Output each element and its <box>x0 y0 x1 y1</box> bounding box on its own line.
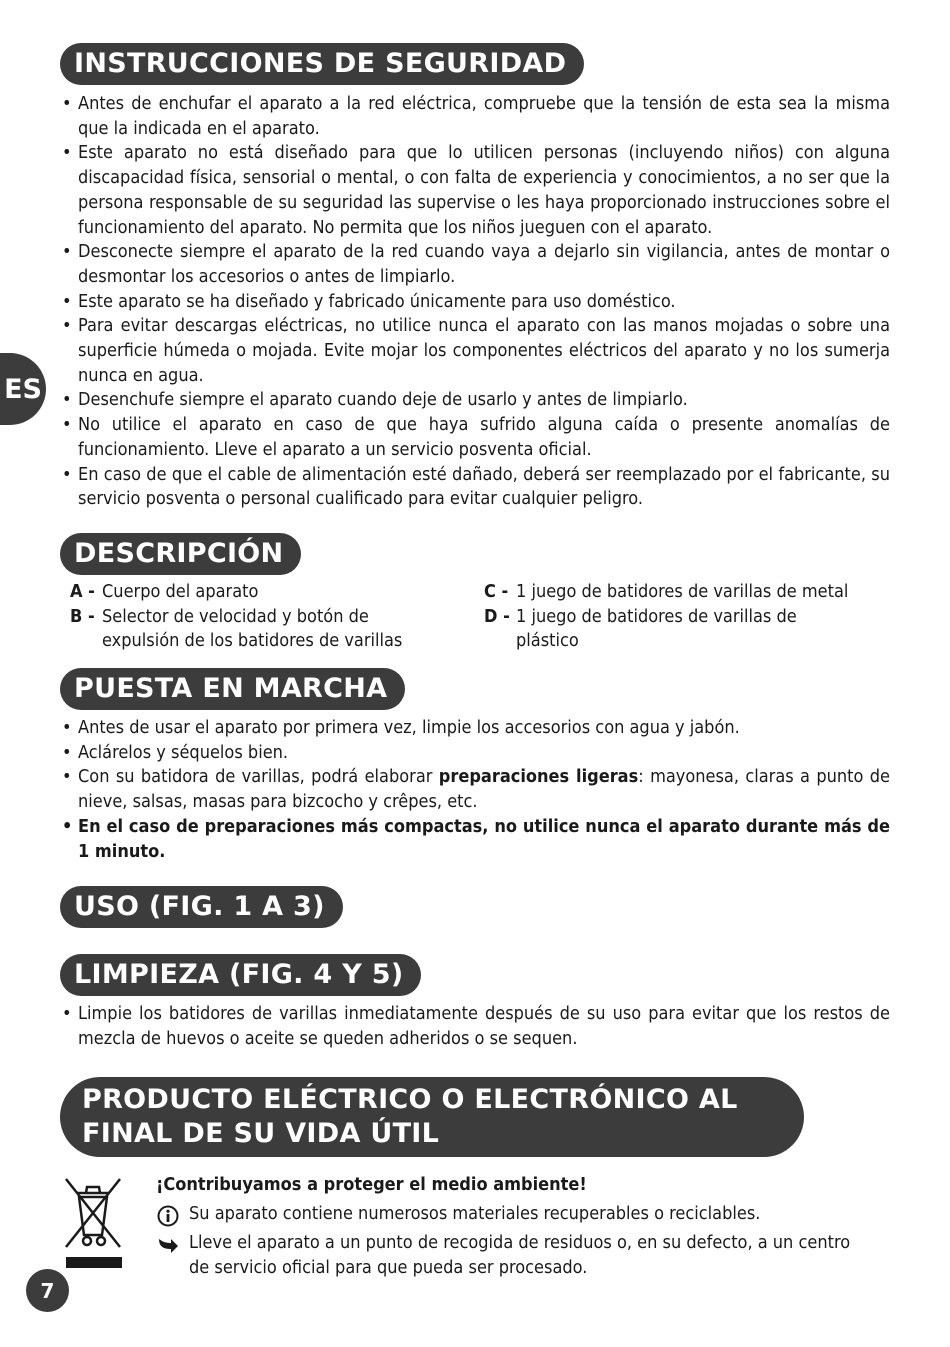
desc-text: Cuerpo del aparato <box>102 581 259 602</box>
heading-producto-electrico: PRODUCTO ELÉCTRICO O ELECTRÓNICO AL FINAL DE SU VIDA ÚTIL <box>60 1077 804 1157</box>
limpieza-list <box>62 1002 890 1051</box>
info-icon <box>156 1204 180 1228</box>
desc-letter: B - <box>70 605 95 627</box>
list-item <box>62 765 890 814</box>
seguridad-list <box>62 92 890 512</box>
descripcion-col-right <box>484 580 886 654</box>
list-item-text: : mayonesa, claras a punto de nieve, salsas, masas para bizcocho y crêpes, etc. <box>78 766 890 813</box>
puesta-list <box>62 716 890 864</box>
heading-seguridad: INSTRUCCIONES DE SEGURIDAD <box>60 43 584 85</box>
list-item: • No utilice el aparato en caso de que haya sufrido alguna caída o presente anomalías de funcionamiento. Lleve el aparato a un servicio posventa oficial. <box>62 413 890 462</box>
list-item: • Para evitar descargas eléctricas, no utilice nunca el aparato con las manos mojadas o sobre una superficie húmeda o mojada. Evite mojar los componentes eléctricos del aparato y no los sumerja nunca en agua. <box>62 314 890 388</box>
arrow-right-icon <box>156 1233 180 1257</box>
language-tab-label: ES <box>4 373 42 405</box>
list-item: • Limpie los batidores de varillas inmediatamente después de su uso para evitar que los restos de mezcla de huevos o aceite se queden adheridos o se sequen. <box>62 1002 890 1051</box>
list-item-warning: • En el caso de preparaciones más compactas, no utilice nunca el aparato durante más de 1 minuto. <box>62 815 890 864</box>
list-item: • Este aparato no está diseñado para que lo utilicen personas (incluyendo niños) con alguna discapacidad física, sensorial o mental, o con falta de experiencia y conocimientos, a no ser que la persona responsable de su seguridad las supervise o les haya proporcionado instrucciones sobre el funcionamiento del aparato. No permita que los niños jueguen con el aparato. <box>62 141 890 240</box>
desc-item-a <box>70 580 432 605</box>
desc-text: 1 juego de batidores de varillas de plástico <box>516 605 797 652</box>
list-item: • Desconecte siempre el aparato de la red cuando vaya a dejarlo sin vigilancia, antes de montar o desmontar los accesorios o antes de limpiarlo. <box>62 240 890 289</box>
heading-puesta-en-marcha: PUESTA EN MARCHA <box>60 668 405 710</box>
heading-descripcion: DESCRIPCIÓN <box>60 533 301 575</box>
info-line-text: Su aparato contiene numerosos materiales recuperables o reciclables. <box>189 1203 761 1224</box>
list-item: • Aclárelos y séquelos bien. <box>62 741 890 766</box>
desc-letter: C - <box>484 581 509 602</box>
heading-uso: USO (FIG. 1 A 3) <box>60 886 343 928</box>
list-item: • Desenchufe siempre el aparato cuando deje de usarlo y antes de limpiarlo. <box>62 388 890 413</box>
list-item: • Antes de usar el aparato por primera vez, limpie los accesorios con agua y jabón. <box>62 716 890 741</box>
arrow-line-text: Lleve el aparato a un punto de recogida de residuos o, en su defecto, a un centro de servicio oficial para que pueda ser procesado. <box>189 1232 851 1278</box>
page-number: 7 <box>26 1269 69 1312</box>
desc-text: Selector de velocidad y botón de expulsión de los batidores de varillas <box>102 605 403 652</box>
list-item: • Antes de enchufar el aparato a la red eléctrica, compruebe que la tensión de esta sea la misma que la indicada en el aparato. <box>62 92 890 141</box>
desc-item-b <box>70 605 432 654</box>
desc-letter: A - <box>70 581 95 602</box>
desc-letter: D - <box>484 605 510 627</box>
list-item: • En caso de que el cable de alimentación esté dañado, deberá ser reemplazado por el fabricante, su servicio posventa o personal cualificado para evitar cualquier peligro. <box>62 463 890 512</box>
descripcion-col-left <box>70 580 432 654</box>
list-item-bold: preparaciones ligeras <box>438 766 639 788</box>
list-item: • Este aparato se ha diseñado y fabricado únicamente para uso doméstico. <box>62 290 890 315</box>
desc-item-d <box>484 605 886 654</box>
desc-text: 1 juego de batidores de varillas de metal <box>516 581 849 602</box>
language-tab <box>0 353 46 425</box>
environment-slogan: ¡Contribuyamos a proteger el medio ambiente! <box>156 1174 587 1195</box>
desc-item-c <box>484 580 886 605</box>
list-item-text: Con su batidora de varillas, podrá elaborar <box>78 766 439 788</box>
info-line <box>156 1202 856 1227</box>
arrow-line <box>156 1231 856 1280</box>
heading-limpieza: LIMPIEZA (FIG. 4 Y 5) <box>60 954 421 996</box>
weee-crossed-bin-icon <box>62 1175 124 1270</box>
